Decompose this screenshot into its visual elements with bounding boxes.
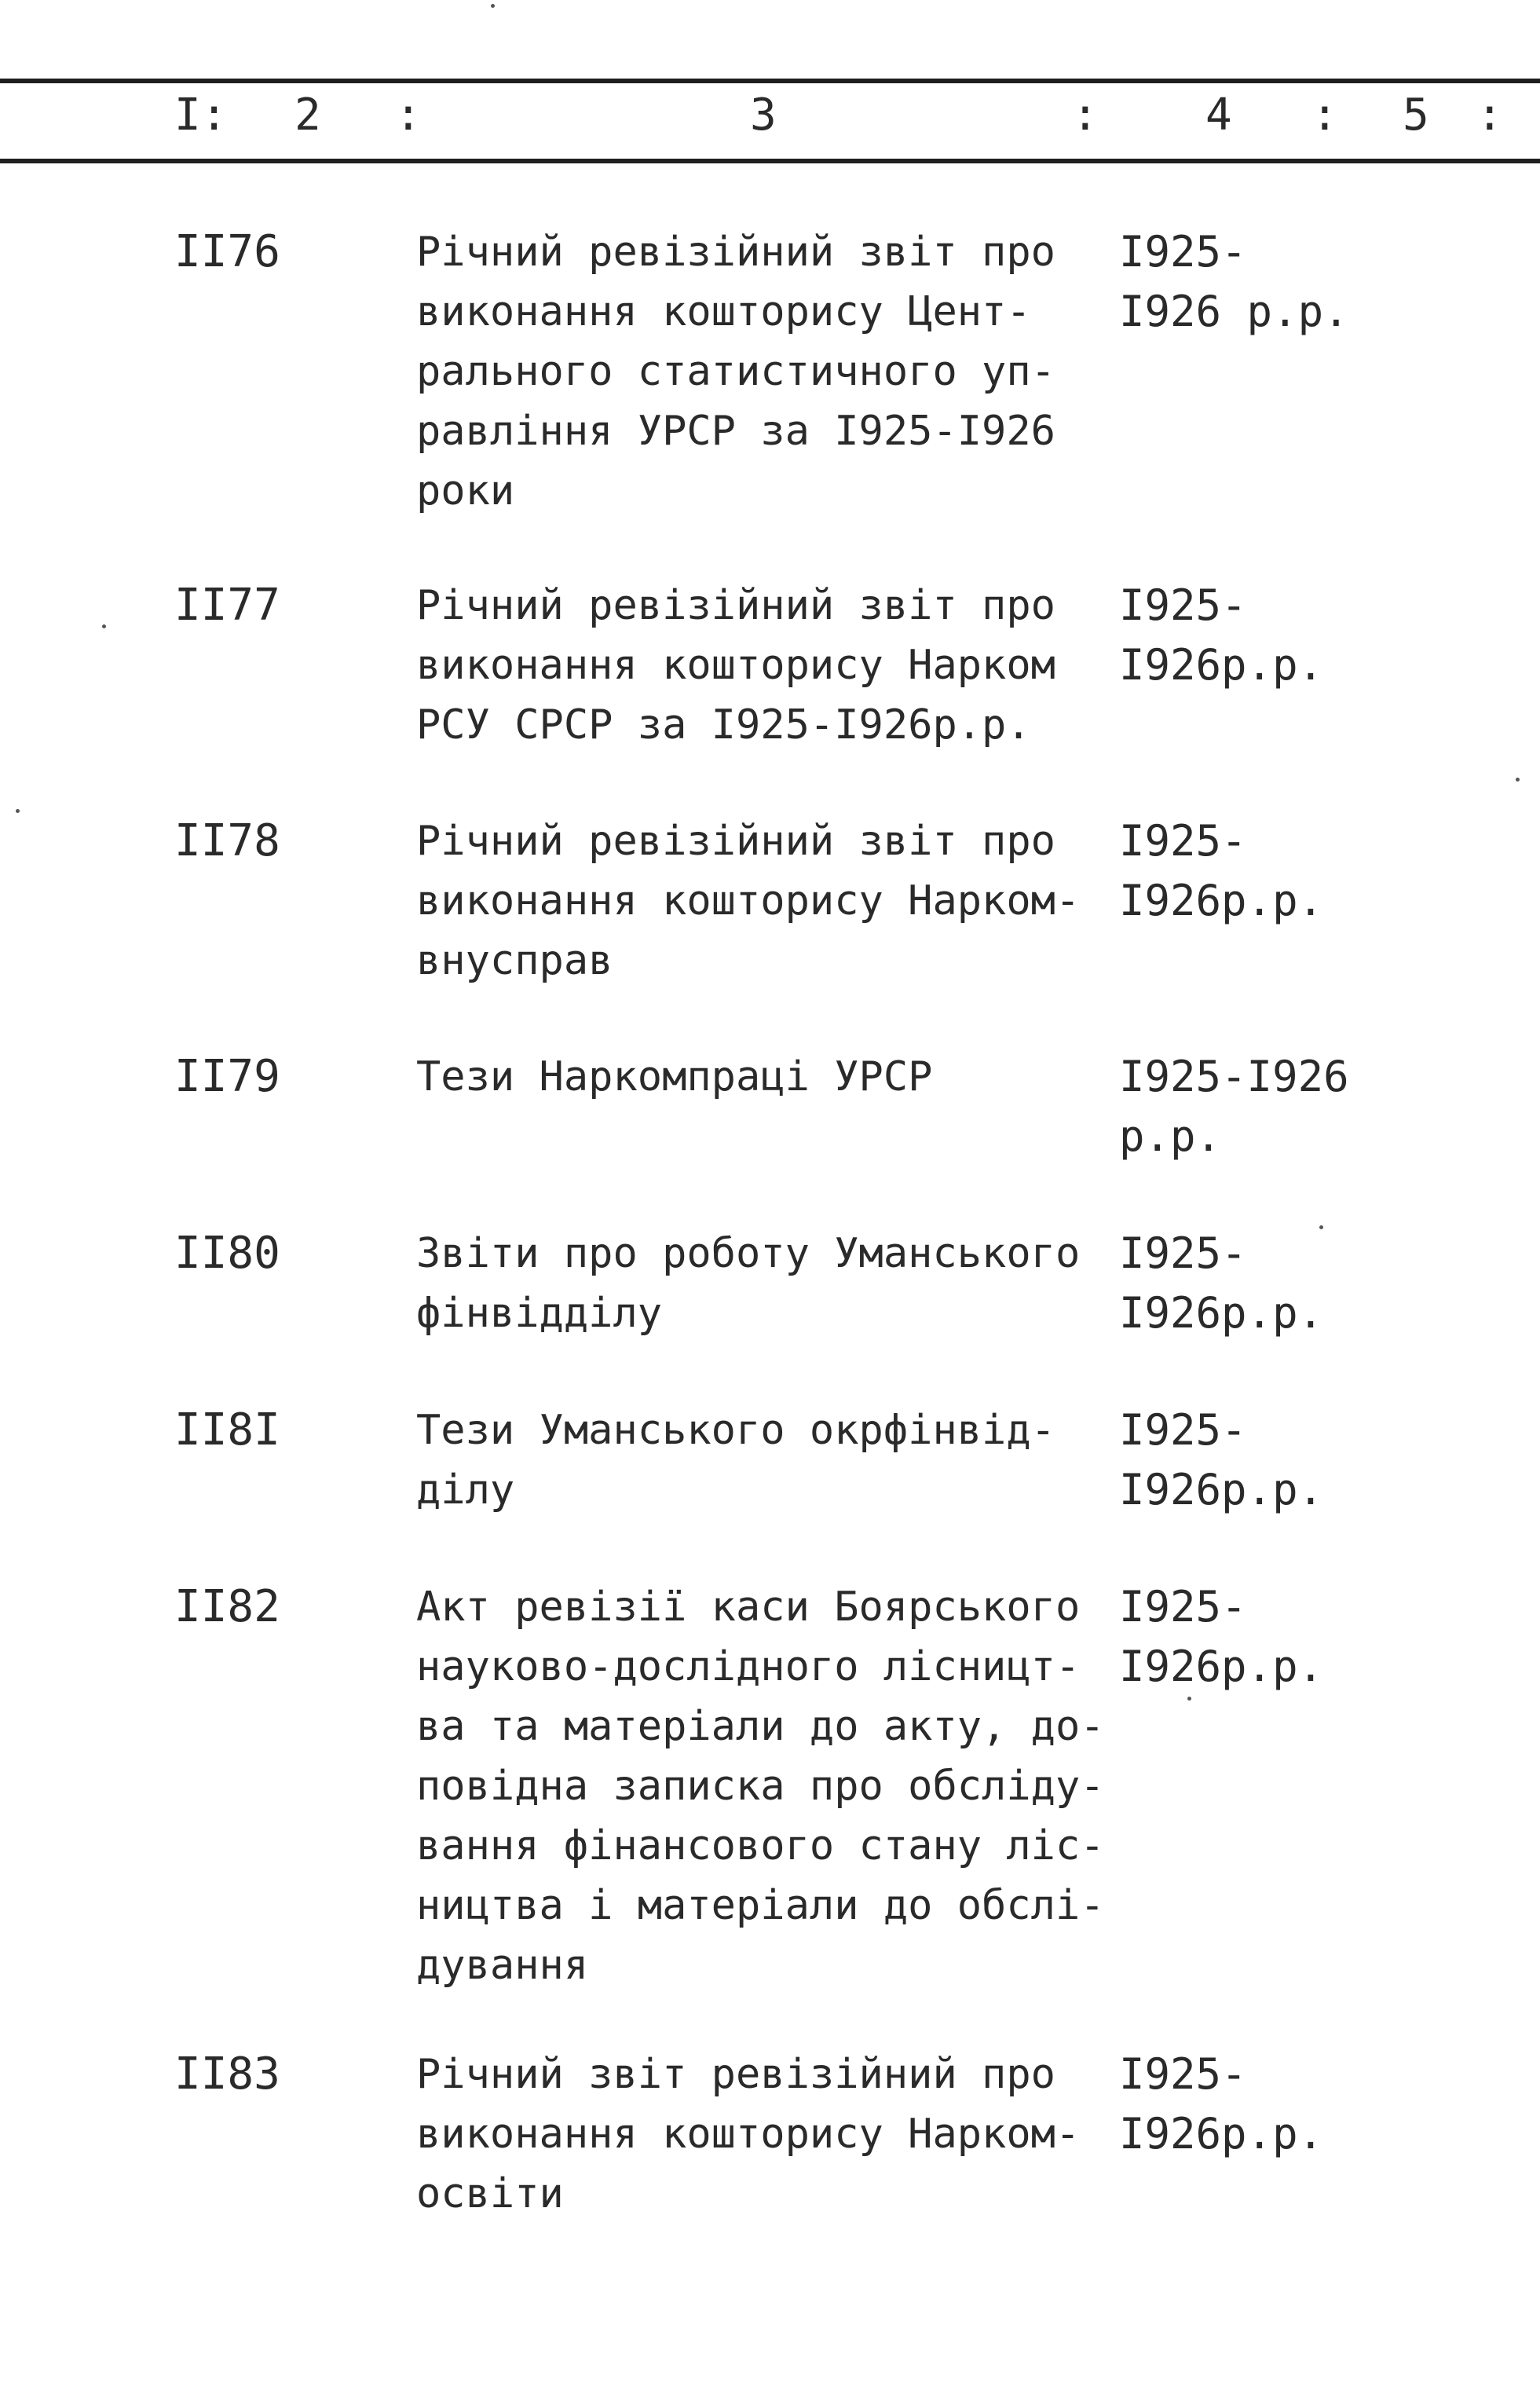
row-title: Тези Наркомпраці УРСР bbox=[416, 1053, 933, 1100]
row-date: I925- I926р.р. bbox=[1119, 816, 1324, 925]
scan-speck bbox=[102, 624, 106, 628]
row-number: II80 bbox=[174, 1228, 280, 1279]
header-separator-3: : bbox=[1311, 90, 1338, 141]
header-separator-2: : bbox=[1072, 90, 1099, 141]
row-number: II79 bbox=[174, 1051, 280, 1102]
row-date: I925- I926 р.р. bbox=[1119, 227, 1349, 336]
header-col-3: 3 bbox=[750, 90, 777, 141]
header-col-1: I: bbox=[174, 90, 228, 141]
scan-speck bbox=[491, 4, 495, 8]
row-title: Річний ревізійний звіт про виконання кошторису Нарком- внусправ bbox=[416, 818, 1081, 984]
header-col-2: 2 bbox=[294, 90, 321, 141]
row-title: Річний ревізійний звіт про виконання кошторису Цент- рального статистичного уп- равління УРСР за I925-I926 роки bbox=[416, 229, 1055, 514]
header-col-5: 5 bbox=[1403, 90, 1429, 141]
row-date: I925- I926р.р. bbox=[1119, 1405, 1324, 1514]
row-number: II78 bbox=[174, 815, 280, 866]
row-date: I925- I926р.р. bbox=[1119, 580, 1324, 690]
row-title: Тези Уманського окрфінвід- ділу bbox=[416, 1407, 1055, 1514]
header-bottom-rule bbox=[0, 159, 1540, 163]
row-date: I925- I926р.р. bbox=[1119, 2049, 1324, 2158]
row-date: I925-I926 р.р. bbox=[1119, 1052, 1349, 1161]
row-number: II77 bbox=[174, 580, 280, 631]
row-date: I925- I926р.р. bbox=[1119, 1582, 1324, 1691]
header-col-4: 4 bbox=[1205, 90, 1232, 141]
row-number: II8I bbox=[174, 1404, 280, 1455]
row-title: Річний ревізійний звіт про виконання кошторису Нарком РСУ СРСР за I925-I926р.р. bbox=[416, 582, 1055, 749]
row-date: I925- I926р.р. bbox=[1119, 1228, 1324, 1338]
row-number: II82 bbox=[174, 1581, 280, 1632]
scan-speck bbox=[16, 809, 20, 813]
row-title: Акт ревізії каси Боярського науково-дослідного лісницт- ва та матеріали до акту, до- повідна записка про обсліду- вання фінансового стану ліс- ництва і матеріали до обслі- дування bbox=[416, 1584, 1105, 1989]
header-separator-1: : bbox=[395, 90, 422, 141]
header-top-rule bbox=[0, 79, 1540, 83]
row-number: II83 bbox=[174, 2049, 280, 2100]
header-separator-4: : bbox=[1476, 90, 1503, 141]
scan-speck bbox=[1516, 778, 1520, 782]
row-title: Річний звіт ревізійний про виконання кошторису Нарком- освіти bbox=[416, 2051, 1081, 2217]
scan-speck bbox=[1187, 1697, 1191, 1701]
row-number: II76 bbox=[174, 226, 280, 277]
row-title: Звіти про роботу Уманського фінвідділу bbox=[416, 1230, 1081, 1337]
scan-speck bbox=[1319, 1225, 1323, 1229]
